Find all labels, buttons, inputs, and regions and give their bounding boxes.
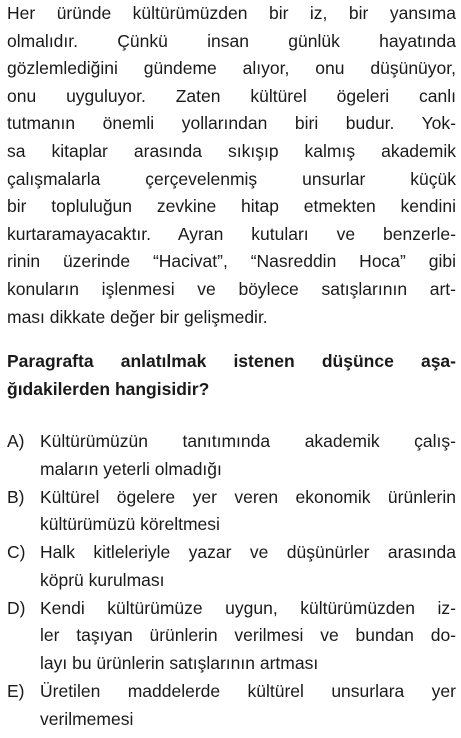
option-line: köprü kurulması [40, 569, 165, 590]
option-text [40, 428, 456, 483]
passage-line: Her üründe kültürümüzden bir iz, bir yansıma [7, 3, 456, 23]
passage [7, 0, 456, 331]
question-stem [7, 348, 456, 403]
option-line: Kendi kültürümüze uygun, kültürümüzden iz- [40, 597, 456, 618]
option-line: kültürümüzü köreltmesi [40, 514, 220, 535]
option-text [40, 539, 456, 594]
option-line: ler taşıyan ürünlerin verilmesi ve bundan do- [40, 625, 456, 646]
option-letter: C) [7, 542, 26, 563]
passage-line: rinin üzerinde “Hacivat”, “Nasreddin Hoca” gibi [7, 251, 456, 272]
option-letter: E) [7, 680, 25, 701]
option-text [40, 595, 456, 678]
answer-options [7, 428, 456, 734]
passage-line: sa kitaplar arasında sıkışıp kalmış akademik [7, 140, 456, 161]
option-line: Kültürel ögelere yer veren ekonomik ürünlerin [40, 486, 456, 507]
option-b[interactable] [7, 484, 456, 540]
option-line: layı bu ürünlerin satışlarının artması [40, 652, 319, 673]
question-line: Paragrafta anlatılmak istenen düşünce aşa- [7, 351, 456, 371]
option-line: maların yeterli olmadığı [40, 458, 222, 479]
passage-line: tutmanın önemli yollarından biri budur. Yok- [7, 113, 456, 134]
passage-line: bir topluluğun zevkine hitap etmekten kendini [7, 196, 456, 217]
passage-line: onu uyguluyor. Zaten kültürel ögeleri canlı [7, 85, 456, 106]
option-e[interactable] [7, 678, 456, 734]
option-text [40, 678, 456, 733]
passage-line: kurtaramayacaktır. Ayran kutuları ve benzerle- [7, 223, 456, 244]
option-line: Üretilen maddelerde kültürel unsurlara yer [40, 680, 456, 701]
option-text [40, 484, 456, 539]
passage-line: ması dikkate değer bir gelişmedir. [7, 306, 268, 327]
question-line: ğıdakilerden hangisidir? [7, 378, 210, 399]
option-line: Halk kitleleriyle yazar ve düşünürler arasında [40, 542, 456, 563]
option-c[interactable] [7, 539, 456, 595]
option-line: verilmemesi [40, 708, 134, 729]
passage-line: konuların işlenmesi ve böylece satışlarının art- [7, 278, 456, 299]
option-line: Kültürümüzün tanıtımında akademik çalış- [40, 431, 456, 451]
passage-line: çalışmalarla çerçevelenmiş unsurlar küçük [7, 168, 456, 189]
option-d[interactable] [7, 595, 456, 678]
option-letter: B) [7, 486, 25, 507]
option-letter: A) [7, 431, 25, 451]
passage-line: gözlemlediğini gündeme alıyor, onu düşünüyor, [7, 58, 456, 79]
passage-line: olmalıdır. Çünkü insan günlük hayatında [7, 30, 456, 51]
option-letter: D) [7, 597, 26, 618]
option-a[interactable] [7, 428, 456, 484]
